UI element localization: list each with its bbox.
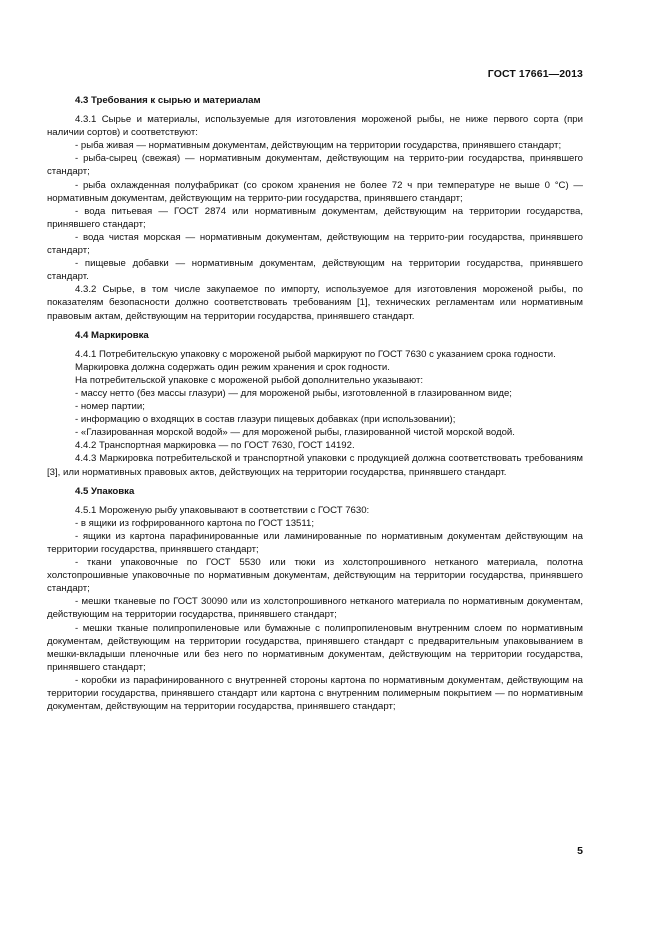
list-item: - мешки тканые полипропиленовые или бумажные с полипропиленовым внутренним слоем по нормативным документам, действующим на территории государства, принявшего стандарт с предварительным упаковыванием в мешки-вкладыши пленочные или без него по нормативным документам, действующим на территории государства, принявшего стандарт;	[47, 622, 583, 673]
paragraph: 4.4.3 Маркировка потребительской и транспортной упаковки с продукцией должна соответствовать требованиям [3], или нормативных правовых актов, действующих на территории государства, принявшего стандарт.	[47, 453, 583, 478]
paragraph: На потребительской упаковке с мороженой рыбой дополнительно указывают:	[75, 374, 424, 386]
paragraph: 4.3.1 Сырье и материалы, используемые для изготовления мороженой рыбы, не ниже первого сорта (при наличии сортов) и соответствуют:	[47, 114, 583, 139]
page-number: 5	[577, 845, 583, 857]
list-item: - вода питьевая — ГОСТ 2874 или нормативным документам, действующим на территории государства, принявшего стандарт;	[47, 205, 583, 230]
paragraph: Маркировка должна содержать один режим хранения и срок годности.	[75, 361, 390, 373]
list-item: - номер партии;	[75, 401, 145, 413]
paragraph: 4.3.2 Сырье, в том числе закупаемое по импорту, используемое для изготовления мороженой рыбы, по показателям безопасности должно соответствовать требованиям [1], технических регламентам или нормативным правовым актам, действующим на территории государства, принявшего стандарт.	[47, 284, 583, 322]
list-item: - в ящики из гофрированного картона по ГОСТ 13511;	[75, 517, 315, 529]
list-item: - информацию о входящих в состав глазури пищевых добавках (при использовании);	[75, 414, 456, 426]
list-item: - ткани упаковочные по ГОСТ 5530 или тюки из холстопрошивного нетканого материала, полотна холстопрошивные упаковочные по нормативным документам, действующим на территории государства, принявшего стандарт;	[47, 557, 583, 595]
paragraph: 4.4.2 Транспортная маркировка — по ГОСТ 7630, ГОСТ 14192.	[75, 440, 355, 452]
list-item: - «Глазированная морской водой» — для мороженой рыбы, глазированной чистой морской водой.	[75, 427, 515, 439]
list-item: - вода чистая морская — нормативным документам, действующим на террито-рии государства, принявшего стандарт;	[47, 231, 583, 257]
section-heading: 4.4 Маркировка	[75, 329, 149, 341]
section-heading: 4.3 Требования к сырью и материалам	[75, 95, 261, 106]
list-item: - пищевые добавки — нормативным документам, действующим на территории государства, принявшего стандарт.	[47, 258, 583, 283]
paragraph: 4.4.1 Потребительскую упаковку с мороженой рыбой маркируют по ГОСТ 7630 с указанием срока годности.	[75, 348, 556, 360]
list-item: - рыба-сырец (свежая) — нормативным документам, действующим на террито-рии государства, принявшего стандарт;	[47, 153, 583, 178]
list-item: - коробки из парафинированного с внутренней стороны картона по нормативным документам, действующим на территории государства, принявшего стандарт или картона с внутренним полимерным покрытием — по нормативным документам, действующим на территории государства, принявшего стандарт;	[47, 674, 583, 713]
list-item: - мешки тканевые по ГОСТ 30090 или из холстопрошивного нетканого материала по нормативным документам, действующим на территории государства, принявшего стандарт;	[47, 596, 583, 621]
document-code: ГОСТ 17661—2013	[487, 68, 583, 80]
list-item: - массу нетто (без массы глазури) — для мороженой рыбы, изготовленной в глазированном виде;	[75, 387, 512, 399]
list-item: - рыба живая — нормативным документам, действующим на территории государства, принявшего стандарт;	[75, 140, 562, 152]
list-item: - рыба охлажденная полуфабрикат (со сроком хранения не более 72 ч при температуре не выше 0 °С) — нормативным документам, действующим на террито-рии государства, принявшего стандарт;	[47, 179, 583, 204]
document-body	[47, 94, 583, 713]
list-item: - ящики из картона парафинированные или ламинированные по нормативным документам действующим на территории государства, принявшего стандарт;	[47, 530, 583, 555]
paragraph: 4.5.1 Мороженую рыбу упаковывают в соответствии с ГОСТ 7630:	[75, 504, 370, 516]
section-heading: 4.5 Упаковка	[75, 485, 135, 497]
